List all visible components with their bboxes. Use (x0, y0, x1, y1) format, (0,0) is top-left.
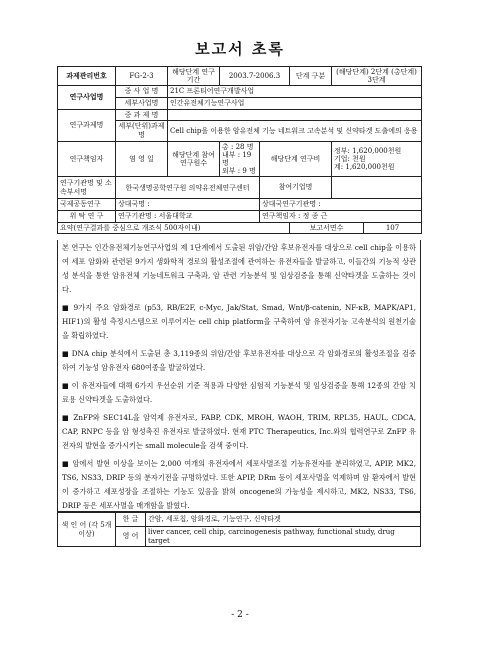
keywords-table (57, 512, 421, 547)
leader-name: 염 영 일 (116, 141, 168, 176)
task-name-label: 연구과제명 (58, 109, 116, 141)
task-code-value: FG-2-3 (116, 67, 168, 86)
researcher-external: 외부 : 9 명 (222, 166, 256, 175)
budget-gov: 정부: 1,620,000천원 (334, 146, 402, 155)
consign-institution: 연구기관명 : 서울대학교 (116, 210, 260, 222)
summary-body (57, 240, 421, 512)
large-task-label: 중 과 제 명 (116, 109, 168, 121)
org-value: 한국생명공학연구원 의약유전체연구센터 (116, 177, 260, 199)
summary-item-3: ■ 이 유전자들에 대해 6가지 우선순위 기준 적용과 다양한 심험적 기능분석 및 임상검증을 통해 12종의 간암 치료용 신약타겟을 도출하였다. (62, 379, 416, 407)
budget-values (332, 141, 422, 176)
large-task-value (168, 109, 422, 121)
partner-label: 참여기업명 (260, 177, 332, 199)
period-value: 2003.7-2006.3 (220, 67, 290, 86)
summary-item-2: ■ DNA chip 분석에서 도출된 총 3,119종의 위암/간암 후보유전자를 대상으로 각 암화경로의 활성조절을 검증하여 기능성 암유전자 680여종을 발굴하였다. (62, 347, 416, 375)
project-label: 연구사업명 (58, 86, 116, 110)
keywords-ko-value: 간암, 세포칩, 암화경로, 기능연구, 신약타겟 (146, 513, 421, 527)
summary-item-5: ■ 암에서 발현 이상을 보이는 2,000 여개의 유전자에서 세포사멸조절 기능유전자를 분리하였고, APIP, MK2, TS6, NS33, DRIP 등의 분자기전을 규명하였다. 또한 APIP, DRm 등이 세포사멸을 억제하며 암 환자에서 발현이 증가하고 세포성장을 조절하는 기능도 있음을 밝혀 oncogene의 가능성을 제시하고, MK2, NS33, TS6, DRIP 등은 세포사멸을 매개함을 밝혔다. (62, 457, 416, 512)
researcher-count-label: 해당단계 참여연구원수 (168, 141, 220, 176)
stage-value: (해당단계) 2단계 (총단계) 3단계 (332, 67, 422, 86)
budget-company: 기업: 천원 (334, 154, 366, 163)
budget-total: 계: 1,620,000천원 (334, 162, 395, 171)
keywords-ko-label: 한 글 (116, 513, 146, 527)
page-count-value: 107 (364, 222, 422, 234)
sub-project-label: 세부사업명 (116, 97, 168, 109)
researcher-internal: 내부 : 19 명 (222, 150, 252, 167)
stage-label: 단계 구분 (290, 67, 332, 86)
keywords-label: 색 인 어 (각 5개 이상) (58, 513, 116, 547)
detail-task-label: 세부(단위)과제명 (116, 121, 168, 142)
partner-value (332, 177, 422, 199)
page-number: - 2 - (231, 610, 249, 620)
researcher-total: 총 : 28 명 (222, 142, 254, 151)
major-project-value: 21C 프론티어연구개발사업 (168, 86, 422, 98)
detail-task-value: Cell chip을 이용한 암유전체 기능 네트워크 고속분석 및 신약타겟 도출에의 응용 (168, 121, 422, 142)
task-code-label: 과제관리번호 (58, 67, 116, 86)
summary-item-1: ■ 9가지 주요 암화경로 (p53, RB/E2F, c-Myc, Jak/Stat, Smad, Wnt/β-catenin, NF-κB, MAPK/AP1, HIF1)의 활성 측정시스템으로 이루어지는 cell chip platform을 구축하여 암 유전자기능 고속분석의 원천기술을 확립하였다. (62, 301, 416, 343)
summary-intro: 본 연구는 인간유전체기능연구사업의 제 1단계에서 도출된 위암/간암 후보유전자를 대상으로 cell chip을 이용하여 세포 암화와 관련된 9가지 생화학적 경로의 활성조절에 관여하는 유전자들을 발굴하고, 이들간의 기능적 상관성 분석을 통한 암유전체 기능네트워크 구축과, 암 관련 기능분석 및 임상검증을 통해 신약타겟을 도출하는 것이다. (62, 243, 416, 294)
keywords-en-value: liver cancer, cell chip, carcinogenesis pathway, functional study, drug target (146, 527, 421, 547)
keywords-en-label: 영 어 (116, 527, 146, 547)
researcher-counts (220, 141, 260, 176)
summary-label: 요약(연구결과를 중심으로 개조식 500자이내) (58, 222, 290, 234)
org-label: 연구기관명 및 소속부서명 (58, 177, 116, 199)
leader-label: 연구책임자 (58, 141, 116, 176)
page-count-label: 보고서면수 (290, 222, 364, 234)
major-project-label: 중 사 업 명 (116, 86, 168, 98)
report-title: 보고서 초록 (195, 40, 285, 58)
summary-item-4: ■ ZnFP와 SEC14L을 암억제 유전자로, FABP, CDK, MROH, WAOH, TRIM, RPL35, HAUL, CDCA, CAP, RNPC 등을 암 형성촉진 유전자로 발굴하였다. 현재 PTC Therapeutics, Inc.와의 협력연구로 ZnFP 유전자의 발현을 증가시키는 small molecule을 검색 중이다. (62, 411, 416, 453)
intl-country: 상대국명 : (116, 199, 260, 211)
consign-leader: 연구책임자 : 정 종 근 (260, 210, 422, 222)
sub-project-value: 인간유전체기능연구사업 (168, 97, 422, 109)
period-label: 해당단계 연구기간 (168, 67, 220, 86)
budget-label: 해당단계 연구비 (260, 141, 332, 176)
intl-label: 국제공동연구 (58, 199, 116, 211)
report-info-table (57, 66, 422, 234)
consign-label: 위 탁 연 구 (58, 210, 116, 222)
intl-institution: 상대국연구기관명 : (260, 199, 422, 211)
